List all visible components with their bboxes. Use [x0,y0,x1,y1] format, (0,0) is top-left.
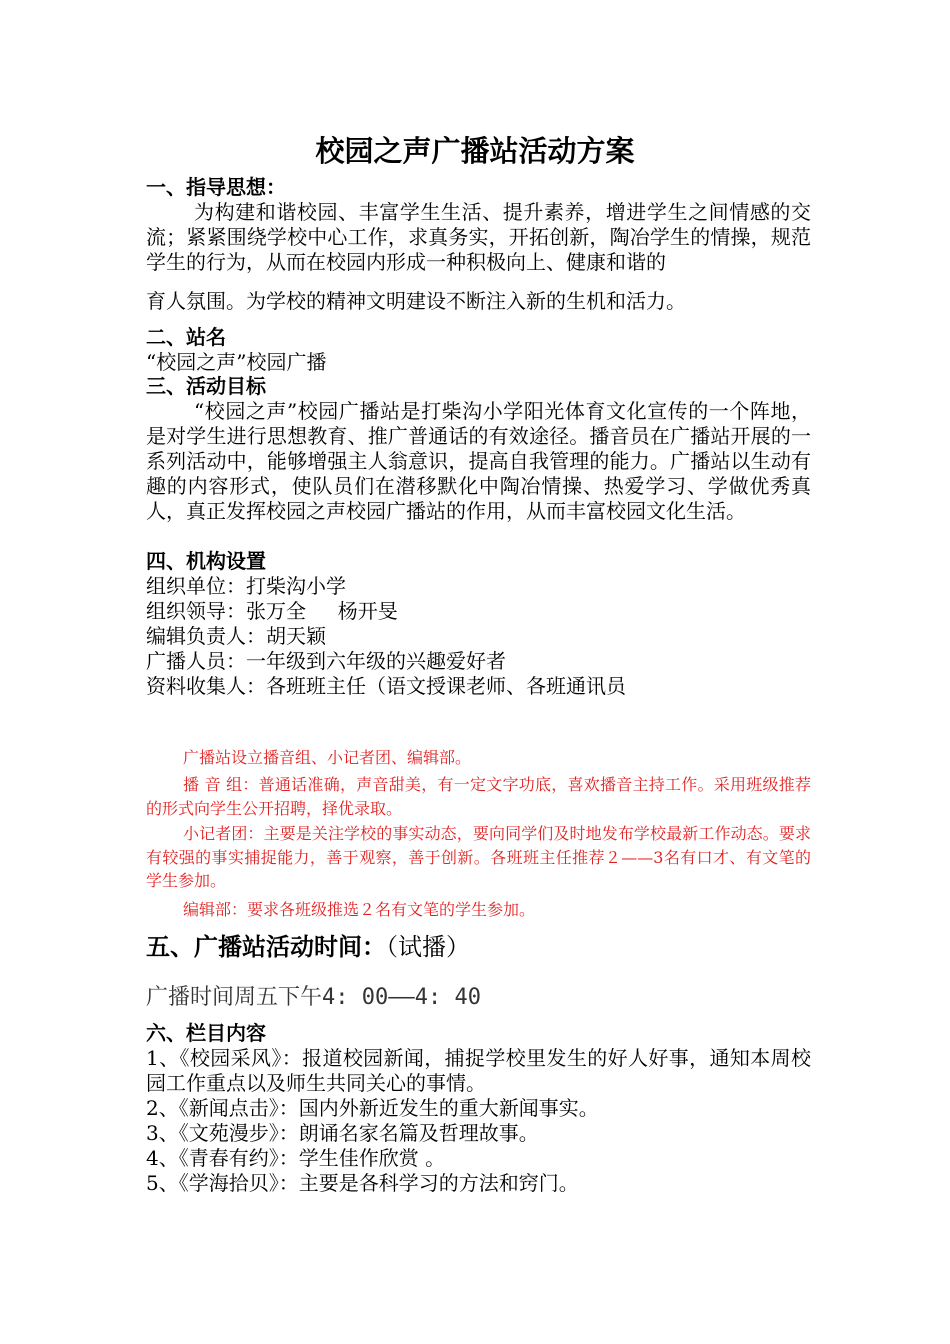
section3-para: “校园之声”校园广播站是打柴沟小学阳光体育文化宣传的一个阵地，是对学生进行思想教育、推广普通话的有效途径。播音员在广播站开展的一系列活动中，能够增强主人翁意识，提高自我管理的能力。广播站以生动有趣的内容形式，使队员们在潜移默化中陶冶情操、热爱学习、学做优秀真人，真正发挥校园之声校园广播站的作用，从而丰富校园文化生活。 [146,399,811,523]
column-item-2: 2、《新闻点击》：国内外新近发生的重大新闻事实。 [146,1096,599,1120]
document-title: 校园之声广播站活动方案 [315,134,635,168]
section5-heading [146,932,470,962]
org-line-editor: 编辑负责人：胡天颖 [146,624,326,648]
broadcast-time: 广播时间周五下午4: 00——4: 40 [146,985,481,1010]
column-item-3: 3、《文苑漫步》：朗诵名家名篇及哲理故事。 [146,1121,539,1145]
section1-heading: 一、指导思想： [146,175,286,199]
section1-para2: 育人氛围。为学校的精神文明建设不断注入新的生机和活力。 [146,289,686,313]
red-para-announcers: 播 音 组：普通话准确，声音甜美，有一定文字功底，喜欢播音主持工作。采用班级推荐的形式向学生公开招聘，择优录取。 [146,775,811,818]
column-item-4: 4、《青春有约》：学生佳作欣赏 。 [146,1146,446,1170]
org-line-broadcasters: 广播人员：一年级到六年级的兴趣爱好者 [146,649,506,673]
section2-heading: 二、站名 [146,325,226,349]
section3-heading: 三、活动目标 [146,374,266,398]
org-line-leaders: 组织领导：张万全 杨开旻 [146,599,398,623]
red-para-intro: 广播站设立播音组、小记者团、编辑部。 [183,748,472,767]
section4-heading: 四、机构设置 [146,549,266,573]
section6-heading: 六、栏目内容 [146,1021,266,1045]
station-name: “校园之声”校园广播 [146,350,327,374]
column-item-1: 1、《校园采风》：报道校园新闻，捕捉学校里发生的好人好事，通知本周校园工作重点以及师生共同关心的事情。 [146,1046,811,1095]
section1-para1: 为构建和谐校园、丰富学生生活、提升素养，增进学生之间情感的交流；紧紧围绕学校中心工作，求真务实，开拓创新，陶冶学生的情操，规范学生的行为，从而在校园内形成一种积极向上、健康和谐的 [146,200,811,274]
red-para-editors: 编辑部：要求各班级推选２名有文笔的学生参加。 [183,900,536,919]
column-item-5: 5、《学海拾贝》：主要是各科学习的方法和窍门。 [146,1171,579,1195]
org-line-collectors: 资料收集人：各班班主任（语文授课老师、各班通讯员 [146,674,626,698]
red-para-reporters: 小记者团：主要是关注学校的事实动态，要向同学们及时地发布学校最新工作动态。要求有较强的事实捕捉能力，善于观察，善于创新。各班班主任推荐２——3名有口才、有文笔的学生参加。 [146,824,811,890]
section5-note: （试播） [386,933,470,961]
org-line-unit: 组织单位：打柴沟小学 [146,574,346,598]
section5-heading-text: 五、广播站活动时间： [146,932,386,961]
